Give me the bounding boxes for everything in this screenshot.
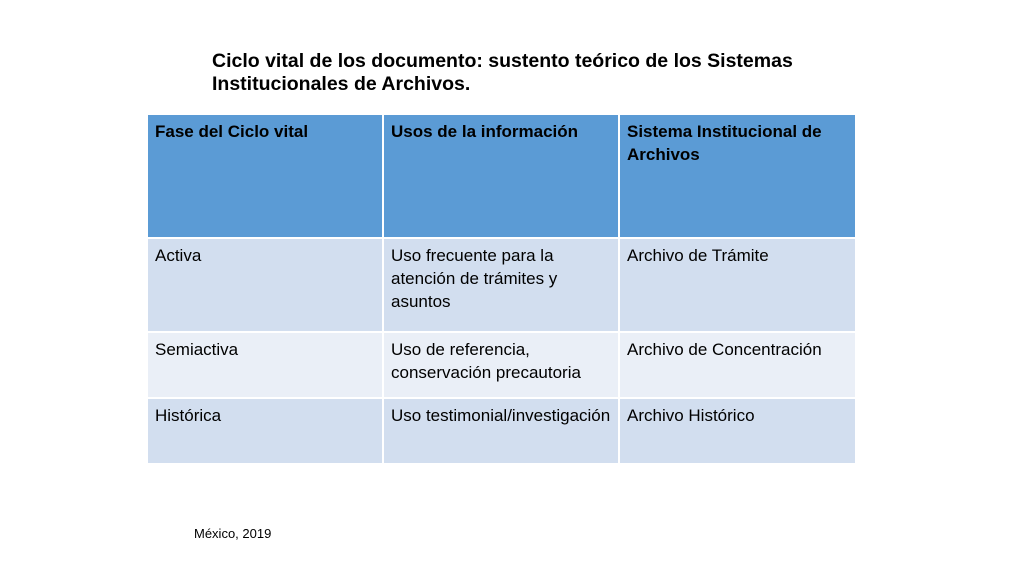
cell-uses: Uso de referencia, conservación precautoria [383,332,619,398]
table-row [147,398,856,464]
cell-phase: Activa [147,238,383,332]
table-row [147,332,856,398]
header-phase: Fase del Ciclo vital [147,114,383,238]
cell-phase: Semiactiva [147,332,383,398]
cell-uses: Uso frecuente para la atención de trámites y asuntos [383,238,619,332]
footer-date: México, 2019 [194,526,272,541]
header-system: Sistema Institucional de Archivos [619,114,856,238]
table-header-row [147,114,856,238]
cell-uses: Uso testimonial/investigación [383,398,619,464]
slide-title: Ciclo vital de los documento: sustento teórico de los Sistemas Institucionales de Archivos. [212,50,793,95]
header-uses: Usos de la información [383,114,619,238]
life-cycle-table [146,113,857,465]
cell-system: Archivo de Trámite [619,238,856,332]
cell-system: Archivo Histórico [619,398,856,464]
table-row [147,238,856,332]
cell-system: Archivo de Concentración [619,332,856,398]
cell-phase: Histórica [147,398,383,464]
